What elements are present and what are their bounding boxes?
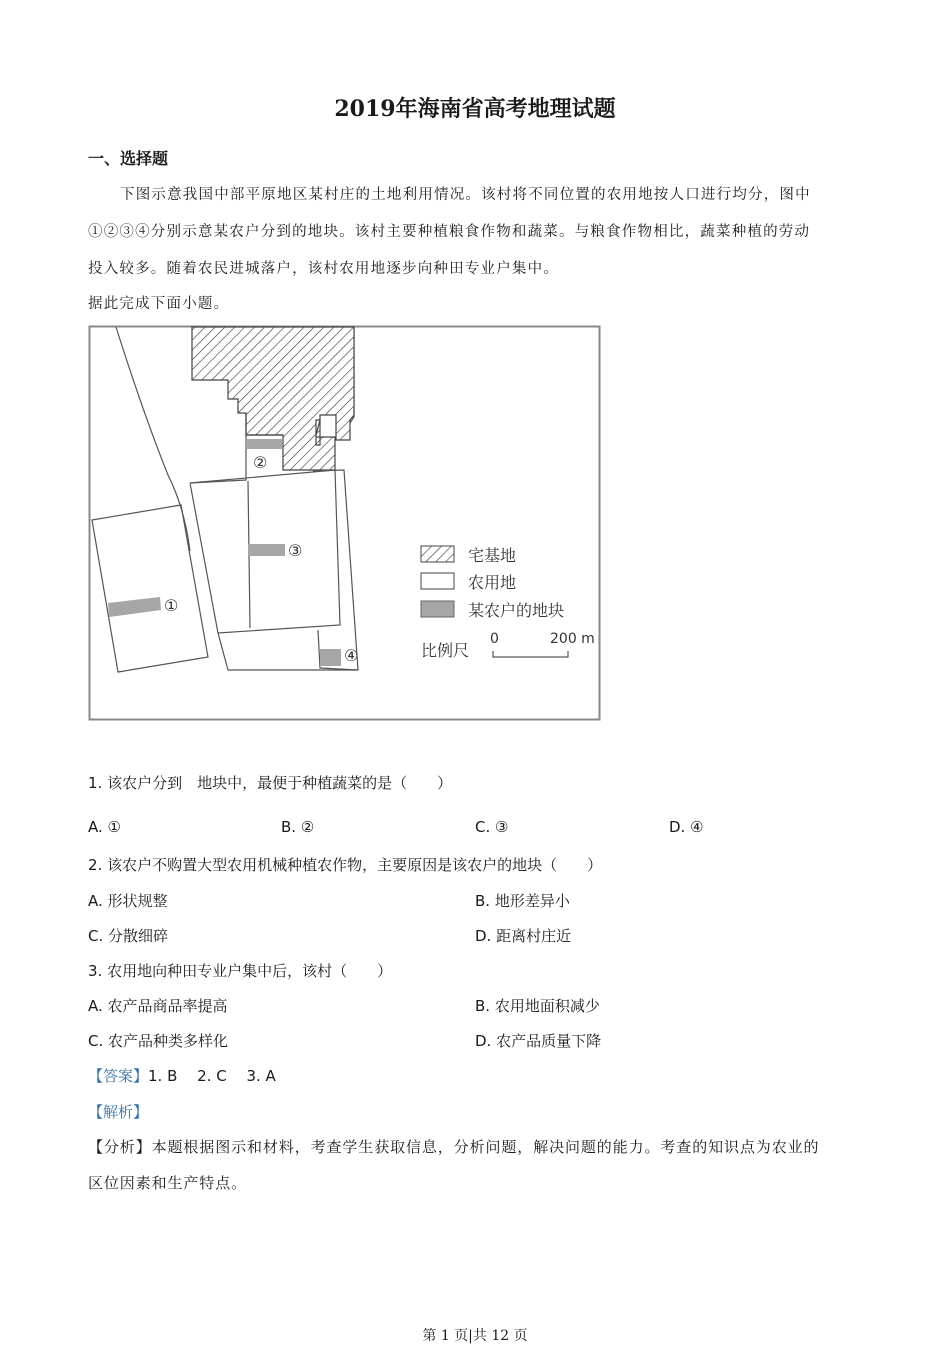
intro-line-3: 投入较多。随着农民进城落户，该村农用地逐步向种田专业户集中。 xyxy=(88,261,559,277)
q3-option-a[interactable]: A. 农产品商品率提高 xyxy=(88,997,228,1015)
legend-farmland-label: 农用地 xyxy=(468,573,517,592)
plot-3 xyxy=(248,544,285,556)
answer-line xyxy=(88,1065,276,1086)
question-2-text: 该农户不购置大型农用机械种植农作物，主要原因是该农户的地块（ ） xyxy=(107,856,603,874)
page-footer: 第 1 页|共 12 页 xyxy=(422,1328,528,1344)
page-title: 2019年海南省高考地理试题 xyxy=(334,96,616,122)
analysis-line-2: 区位因素和生产特点。 xyxy=(88,1174,248,1192)
legend-homestead-label: 宅基地 xyxy=(468,546,517,565)
analysis-line-1: 【分析】本题根据图示和材料，考查学生获取信息，分析问题，解决问题的能力。考查的知识点为农业的 xyxy=(88,1138,820,1156)
scale-end: 200 m xyxy=(550,631,595,647)
question-3 xyxy=(88,960,392,981)
question-1-text: 该农户分到 地块中，最便于种植蔬菜的是（ ） xyxy=(107,774,453,792)
q2-option-b[interactable]: B. 地形差异小 xyxy=(475,892,570,910)
section-heading: 一、选择题 xyxy=(88,149,169,168)
answer-text: 1. B 2. C 3. A xyxy=(148,1067,276,1085)
q2-option-d[interactable]: D. 距离村庄近 xyxy=(475,927,572,945)
plot-4 xyxy=(320,649,341,666)
question-3-number: 3. xyxy=(88,962,103,980)
legend-plot-label: 某农户的地块 xyxy=(468,601,565,620)
q2-option-a[interactable]: A. 形状规整 xyxy=(88,892,168,910)
q3-option-b[interactable]: B. 农用地面积减少 xyxy=(475,997,600,1015)
question-2 xyxy=(88,854,602,875)
question-2-number: 2. xyxy=(88,856,103,874)
intro-line-2: ①②③④分别示意某农户分到的地块。该村主要种植粮食作物和蔬菜。与粮食作物相比，蔬菜种植的劳动 xyxy=(88,224,811,240)
analysis-label: 【解析】 xyxy=(88,1103,149,1121)
q3-option-d[interactable]: D. 农产品质量下降 xyxy=(475,1032,602,1050)
q1-option-c[interactable]: C. ③ xyxy=(475,818,509,836)
legend-farmland-swatch xyxy=(421,573,454,589)
land-use-map xyxy=(88,325,602,722)
legend-homestead-swatch xyxy=(421,546,454,562)
scale-label: 比例尺 xyxy=(421,641,470,660)
q1-option-b[interactable]: B. ② xyxy=(281,818,315,836)
intro-line-1: 下图示意我国中部平原地区某村庄的土地利用情况。该村将不同位置的农用地按人口进行均分，图中 xyxy=(120,187,811,203)
plot-2-label: ② xyxy=(253,453,268,472)
q1-option-a[interactable]: A. ① xyxy=(88,818,121,836)
question-3-text: 农用地向种田专业户集中后，该村（ ） xyxy=(107,962,393,980)
plot-1-label: ① xyxy=(164,596,179,615)
q3-option-c[interactable]: C. 农产品种类多样化 xyxy=(88,1032,229,1050)
plot-3-label: ③ xyxy=(288,541,303,560)
question-1 xyxy=(88,772,452,793)
intro-line-4: 据此完成下面小题。 xyxy=(88,296,230,312)
answer-label: 【答案】 xyxy=(88,1067,149,1085)
question-1-number: 1. xyxy=(88,774,103,792)
plot-2 xyxy=(246,439,282,449)
plot-4-label: ④ xyxy=(344,646,359,665)
q1-option-d[interactable]: D. ④ xyxy=(669,818,704,836)
q2-option-c[interactable]: C. 分散细碎 xyxy=(88,927,169,945)
scale-start: 0 xyxy=(490,631,499,647)
legend-plot-swatch xyxy=(421,601,454,617)
